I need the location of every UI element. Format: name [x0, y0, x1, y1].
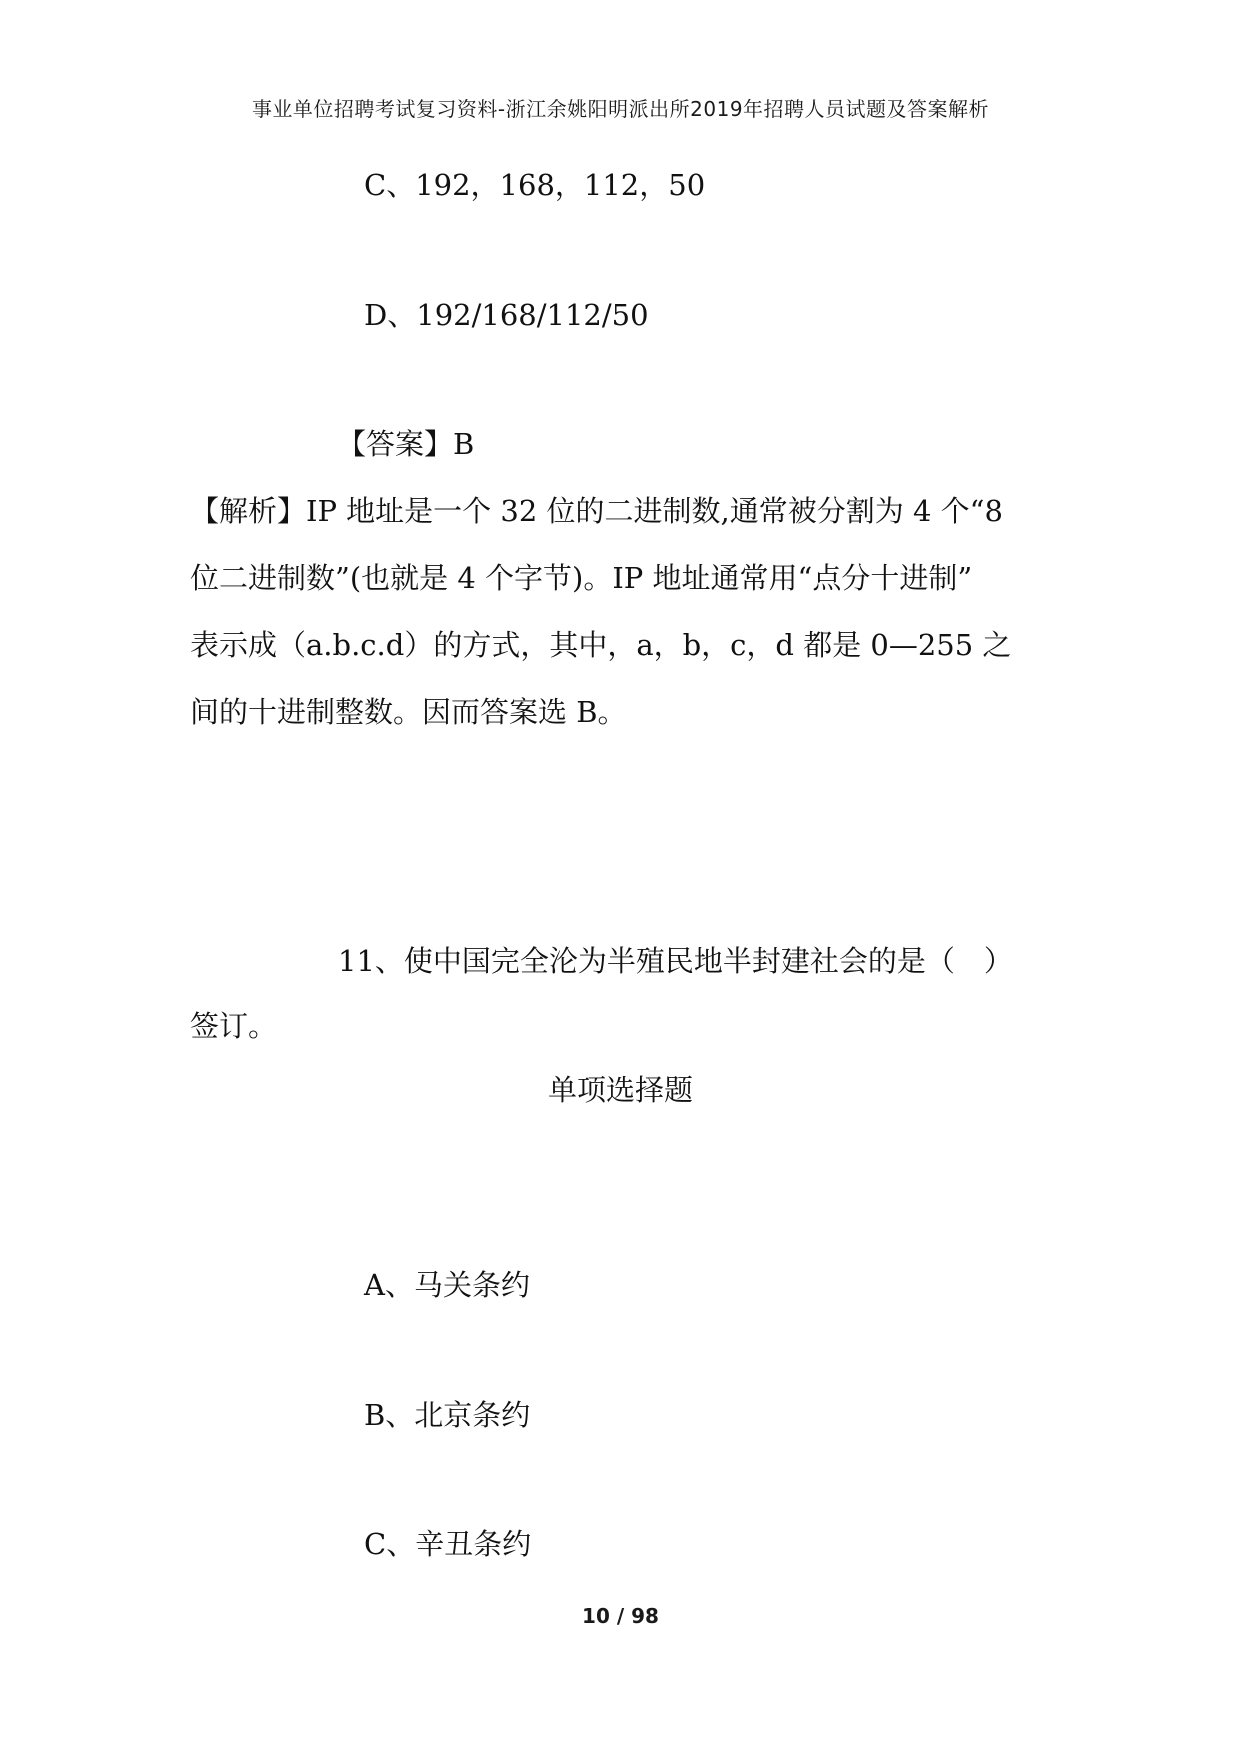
analysis-paragraph — [190, 478, 1062, 746]
answer-line: 【答案】B — [337, 427, 475, 461]
document-header: 事业单位招聘考试复习资料-浙江余姚阳明派出所2019年招聘人员试题及答案解析 — [251, 97, 990, 121]
option-a: A、马关条约 — [364, 1268, 530, 1302]
option-c: C、辛丑条约 — [364, 1527, 532, 1561]
question-11-stem-line-2: 签订。 — [190, 1009, 278, 1043]
analysis-line-1: 【解析】IP 地址是一个 32 位的二进制数,通常被分割为 4 个“8 — [190, 494, 1003, 528]
question-type-label: 单项选择题 — [547, 1073, 693, 1107]
option-d-prev: D、192/168/112/50 — [364, 298, 649, 332]
question-11-stem-line-1: 11、使中国完全沦为半殖民地半封建社会的是（ ） — [338, 944, 1013, 978]
analysis-line-4: 间的十进制整数。因而答案选 B。 — [190, 695, 627, 729]
analysis-line-3: 表示成（a.b.c.d）的方式，其中，a，b，c，d 都是 0—255 之 — [190, 628, 1012, 662]
page-number: 10 / 98 — [582, 1604, 659, 1628]
analysis-line-2: 位二进制数”(也就是 4 个字节)。IP 地址通常用“点分十进制” — [190, 561, 973, 595]
option-c-prev: C、192，168，112，50 — [364, 168, 706, 202]
option-b: B、北京条约 — [364, 1398, 531, 1432]
